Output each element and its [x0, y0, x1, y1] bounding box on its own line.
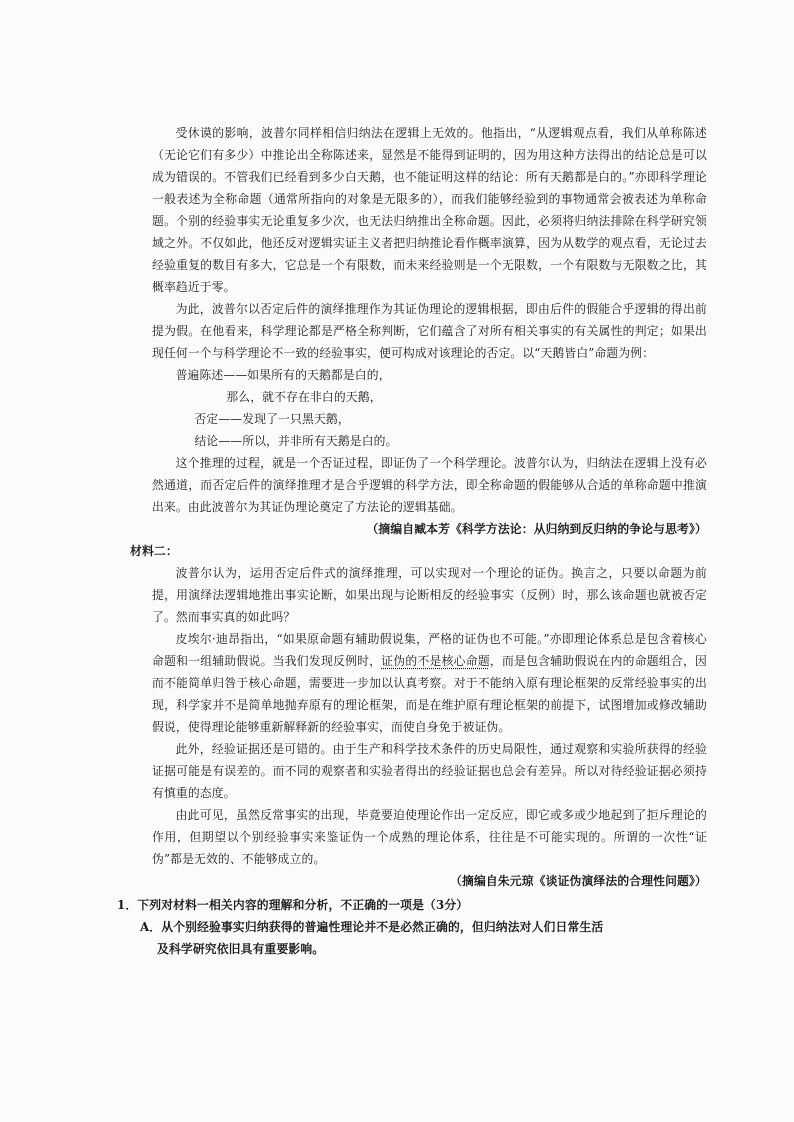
option-a-line-2: 及科学研究依旧具有重要影响。 [157, 942, 325, 956]
material-two-source: （摘编自朱元琼《谈证伪演绎法的合理性问题》） [450, 874, 707, 888]
paragraph-2-part-b: ，而是包含辅助假说在内的命题组合，因而不能简单归咎于核心命题，需要进一步加以认真考察。对于不能纳入原有理论框架的反常经验事实的出现，科学家并不是简单地抛弃原有的理论框架，而是在维护原有理论框架的前提下，试图增加或修改辅助假说，使得理论能够重新解释新的经验事实，而使自身免于被证伪。 [152, 654, 707, 734]
material-two-paragraph-1: 波普尔认为，运用否定后件式的演绎推理，可以实现对一个理论的证伪。换言之，只要以命题为前提，用演绎法逻辑地推出事实论断，如果出现与论断相反的经验事实（反例）时，那么该命题也就被否定了。然而事实真的如此吗？ [152, 566, 707, 624]
paragraph-2-part-a: 皮埃尔·迪昂指出，“如果原命题有辅助假说集，严格的证伪也不可能。”亦即理论体系总是包含着核心命题和一组辅助假说。当我们发现反例时， [152, 632, 707, 668]
example-consequence-line: 那么，就不存在非白的天鹅， [226, 390, 382, 404]
option-a-line-1: A．从个别经验事实归纳获得的普遍性理论并不是必然正确的，但归纳法对人们日常生活 [140, 920, 604, 934]
material-two-paragraph-2 [152, 628, 707, 738]
material-two-heading: 材料二： [130, 544, 178, 558]
example-negation-line: 否定——发现了一只黑天鹅， [194, 412, 350, 426]
material-one-paragraph-2: 为此，波普尔以否定后件的演绎推理作为其证伪理论的逻辑根据，即由后件的假能合乎逻辑的得出前提为假。在他看来，科学理论都是严格全称判断，它们蕴含了对所有相关事实的有关属性的判定；如果出现任何一个与科学理论不一致的经验事实，便可构成对该理论的否定。以“天鹅皆白”命题为例： [152, 302, 707, 360]
material-one-source: （摘编自臧本芳《科学方法论：从归纳到反归纳的争论与思考》） [366, 522, 707, 536]
example-premise-line: 普遍陈述——如果所有的天鹅都是白的， [175, 368, 391, 382]
example-conclusion-line: 结论——所以，并非所有天鹅是白的。 [194, 434, 398, 448]
material-two-paragraph-3: 此外，经验证据还是可错的。由于生产和科学技术条件的历史局限性，通过观察和实验所获得的经验证据可能是有误差的。而不同的观察者和实验者得出的经验证据也总会有差异。所以对待经验证据必须持有慎重的态度。 [152, 742, 707, 800]
question-1-stem: 1．下列对材料一相关内容的理解和分析，不正确的一项是（3分） [117, 898, 469, 912]
material-one-paragraph-3: 这个推理的过程，就是一个否证过程，即证伪了一个科学理论。波普尔认为，归纳法在逻辑上没有必然通道，而否定后件的演绎推理才是合乎逻辑的科学方法，即全称命题的假能够从合适的单称命题中推演出来。由此波普尔为其证伪理论奠定了方法论的逻辑基础。 [152, 456, 707, 514]
swan-syllogism-example [176, 364, 707, 452]
document-body [117, 122, 707, 960]
material-one-paragraph-1: 受休谟的影响，波普尔同样相信归纳法在逻辑上无效的。他指出，“从逻辑观点看，我们从单称陈述（无论它们有多少）中推论出全称陈述来，显然是不能得到证明的，因为用这种方法得出的结论总是可以成为错误的。不管我们已经看到多少白天鹅，也不能证明这样的结论：所有天鹅都是白的。”亦即科学理论一般表述为全称命题（通常所指向的对象是无限多的），而我们能够经验到的事物通常会被表述为单称命题。个别的经验事实无论重复多少次，也无法归纳推出全称命题。因此，必须将归纳法排除在科学研究领域之外。不仅如此，他还反对逻辑实证主义者把归纳推论看作概率演算，因为从数学的观点看，无论过去经验重复的数目有多大，它总是一个有限数，而未来经验则是一个无限数，一个有限数与无限数之比，其概率趋近于零。 [152, 126, 707, 294]
emphasized-phrase: 证伪的不是核心命题 [381, 654, 490, 668]
material-two-paragraph-4: 由此可见，虽然反常事实的出现，毕竟要迫使理论作出一定反应，即它或多或少地起到了拒斥理论的作用，但期望以个别经验事实来鉴证伪一个成熟的理论体系，往往是不可能实现的。所谓的一次性“证伪”都是无效的、不能够成立的。 [152, 808, 707, 866]
